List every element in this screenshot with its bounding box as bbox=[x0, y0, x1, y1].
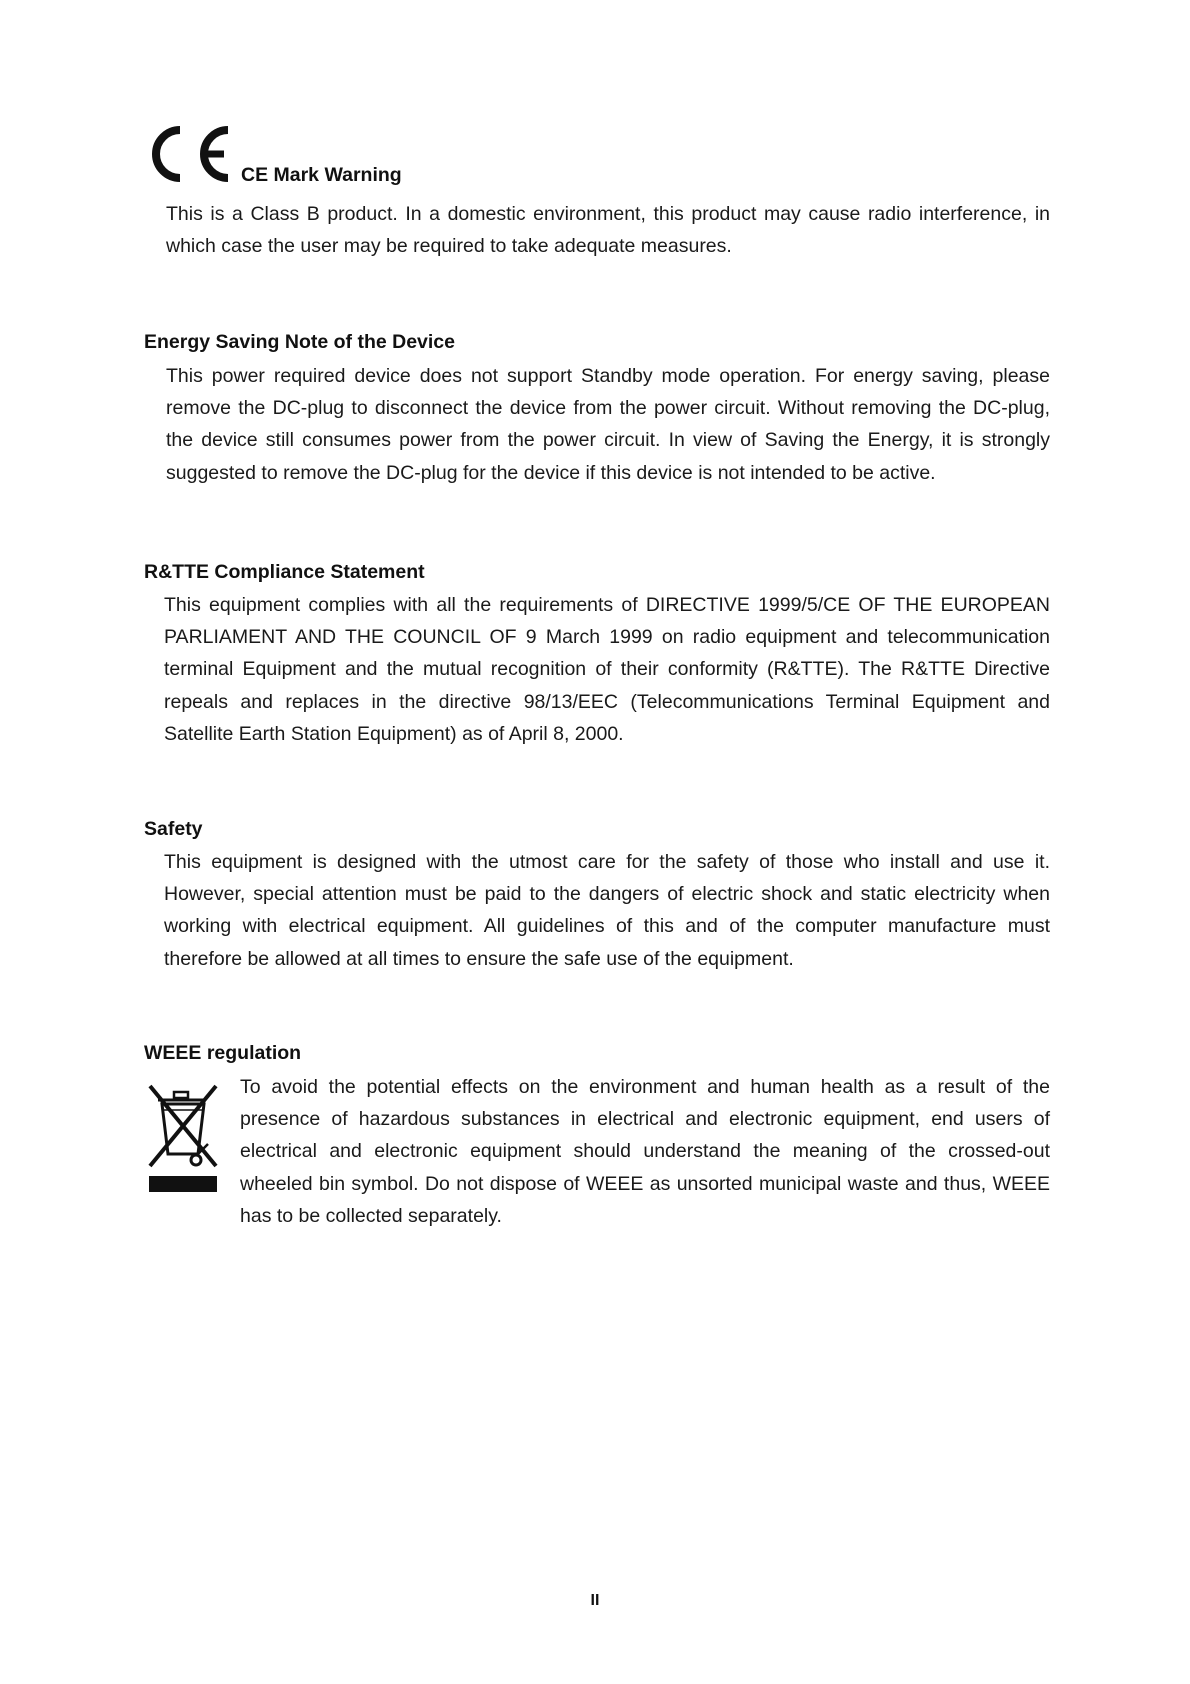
ce-mark-heading: CE Mark Warning bbox=[241, 164, 402, 186]
rtte-heading: R&TTE Compliance Statement bbox=[144, 561, 425, 583]
safety-body: This equipment is designed with the utmost care for the safety of those who install and use it. However, special attention must be paid to the dangers of electric shock and static electricity when working with electrical equipment. All guidelines of this and of the computer manufacture must therefore be allowed at all times to ensure the safe use of the equipment. bbox=[164, 851, 1050, 970]
energy-saving-heading: Energy Saving Note of the Device bbox=[144, 331, 456, 353]
weee-body: To avoid the potential effects on the environment and human health as a result of the presence of hazardous substances in electrical and electronic equipment, end users of electrical and electronic equipment should understand the meaning of the crossed-out wheeled bin symbol. Do not dispose of WEEE as unsorted municipal waste and thus, WEEE has to be collected separately. bbox=[240, 1076, 1050, 1227]
ce-mark-icon bbox=[144, 122, 232, 186]
page-number: II bbox=[590, 1592, 600, 1609]
weee-underline-bar bbox=[149, 1176, 217, 1192]
crossed-out-wheeled-bin-icon bbox=[144, 1080, 224, 1172]
weee-heading: WEEE regulation bbox=[144, 1042, 302, 1064]
energy-saving-body: This power required device does not support Standby mode operation. For energy saving, please remove the DC-plug to disconnect the device from the power circuit. Without removing the DC-plug, the device still consumes power from the power circuit. In view of Saving the Energy, it is strongly suggested to remove the DC-plug for the device if this device is not intended to be active. bbox=[166, 365, 1050, 484]
safety-heading: Safety bbox=[144, 818, 203, 840]
ce-mark-body: This is a Class B product. In a domestic environment, this product may cause radio interference, in which case the user may be required to take adequate measures. bbox=[166, 203, 1050, 258]
rtte-body: This equipment complies with all the requirements of DIRECTIVE 1999/5/CE OF THE EUROPEAN PARLIAMENT AND THE COUNCIL OF 9 March 1999 on radio equipment and telecommunication terminal Equipment and the mutual recognition of their conformity (R&TTE). The R&TTE Directive repeals and replaces in the directive 98/13/EEC (Telecommunications Terminal Equipment and Satellite Earth Station Equipment) as of April 8, 2000. bbox=[164, 594, 1050, 745]
